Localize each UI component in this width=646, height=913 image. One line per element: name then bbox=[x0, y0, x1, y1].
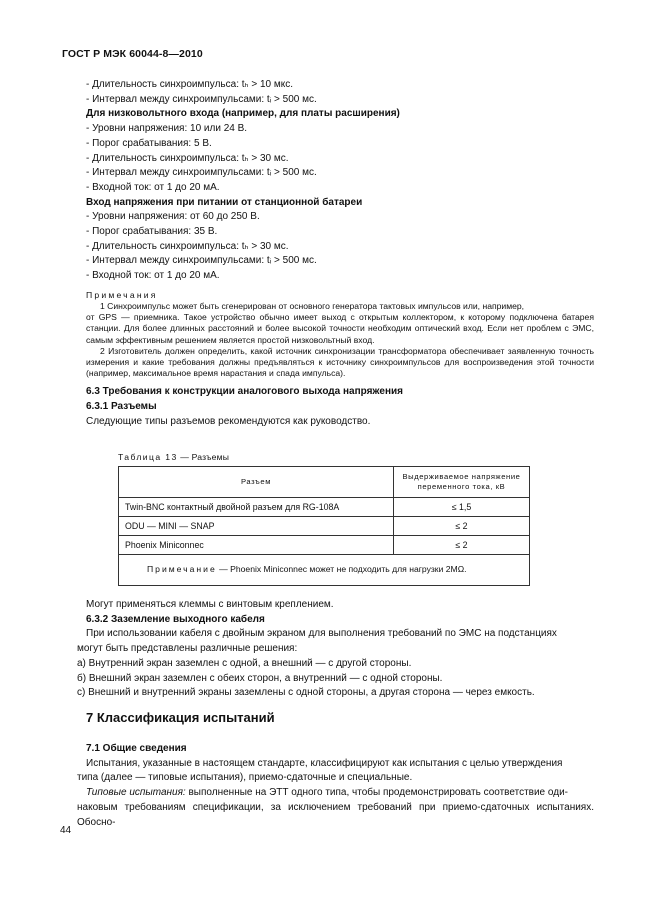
page-number: 44 bbox=[60, 825, 72, 836]
table-header-row bbox=[119, 467, 530, 498]
section-6-3-2 bbox=[77, 598, 594, 701]
table-note-label: Примечание bbox=[147, 564, 217, 574]
table-row bbox=[119, 536, 530, 555]
cell-connector: ODU — MINI — SNAP bbox=[119, 517, 394, 536]
section-6-3-2-heading: 6.3.2 Заземление выходного кабеля bbox=[86, 613, 265, 625]
paragraph: наковым требованиям спецификации, за исключением требований при приемо-сдаточных испытаниях. Обосно- bbox=[77, 801, 594, 828]
battery-heading: Вход напряжения при питании от станционной батареи bbox=[86, 196, 363, 208]
paragraph: могут быть представлены различные решения: bbox=[77, 643, 298, 655]
list-item: - Длительность синхроимпульса: tₕ > 30 мс. bbox=[86, 152, 289, 164]
list-item-a: а) Внутренний экран заземлен с одной, а внешний — с другой стороны. bbox=[77, 657, 412, 669]
cell-voltage: ≤ 2 bbox=[394, 536, 530, 555]
table-note-text: — Phoenix Miniconnec может не подходить для нагрузки 2МΩ. bbox=[216, 564, 467, 574]
list-item: - Уровни напряжения: от 60 до 250 В. bbox=[86, 211, 260, 223]
paragraph: При использовании кабеля с двойным экраном для выполнения требований по ЭМС на подстанциях bbox=[86, 628, 557, 640]
notes-title: Примечания bbox=[86, 289, 158, 300]
document-header: ГОСТ Р МЭК 60044-8—2010 bbox=[62, 48, 203, 60]
note-1-first-line: 1 Синхроимпульс может быть сгенерирован от основного генератора тактовых импульсов или, например, bbox=[100, 301, 525, 312]
paragraph: Могут применяться клеммы с винтовым креплением. bbox=[86, 599, 334, 610]
table-caption-number: Таблица 13 bbox=[118, 452, 178, 462]
list-item: - Длительность синхроимпульса: tₕ > 10 мкс. bbox=[86, 79, 294, 90]
cell-voltage: ≤ 2 bbox=[394, 517, 530, 536]
list-item: - Порог срабатывания: 35 В. bbox=[86, 226, 218, 238]
table-caption bbox=[118, 452, 229, 462]
cell-connector: Twin-BNC контактный двойной разъем для RG-108A bbox=[119, 498, 394, 517]
main-text bbox=[86, 78, 594, 430]
paragraph: Испытания, указанные в настоящем стандарте, классифицируют как испытания с целью утверждения bbox=[86, 757, 563, 769]
notes-block bbox=[86, 290, 594, 380]
note-1-text: от GPS — приемника. Такое устройство обычно имеет выход с открытым коллектором, к которому подключена батарея станции. Для более длинных расстояний и более высокой точности необходим оптический вход. Если нет проблем с ЭМС, самым эффективным решением является простой низковольтный вход. bbox=[86, 312, 594, 345]
cell-connector: Phoenix Miniconnec bbox=[119, 536, 394, 555]
lowvolt-heading: Для низковольтного входа (например, для платы расширения) bbox=[86, 108, 400, 120]
column-header-connector: Разъем bbox=[119, 467, 394, 498]
list-item: - Уровни напряжения: 10 или 24 В. bbox=[86, 123, 248, 135]
list-item: - Порог срабатывания: 5 В. bbox=[86, 137, 212, 149]
table-note bbox=[119, 555, 530, 586]
connectors-table bbox=[118, 466, 530, 586]
list-item: - Интервал между синхроимпульсами: tᵢ > 500 мс. bbox=[86, 255, 317, 267]
column-header-voltage-line2: переменного тока, кВ bbox=[417, 482, 506, 491]
list-item-c: с) Внешний и внутренний экраны заземлены с одной стороны, а другая сторона — через емкость. bbox=[77, 687, 535, 699]
section-7-1-heading: 7.1 Общие сведения bbox=[86, 743, 187, 754]
note-2-text: 2 Изготовитель должен определить, какой источник синхронизации трансформатора обеспечивает заявленную точность измерения и какие требования должны предъявляться к источнику синхроимпульсов для воспроизведения этой точности (например, максимальное время нарастания и спада импульса). bbox=[86, 345, 594, 379]
list-item-b: б) Внешний экран заземлен с обеих сторон, а внутренний — с одной стороны. bbox=[77, 672, 443, 684]
table-row bbox=[119, 517, 530, 536]
list-item: - Длительность синхроимпульса: tₕ > 30 мс. bbox=[86, 240, 289, 252]
list-item: - Интервал между синхроимпульсами: tᵢ > 500 мс. bbox=[86, 167, 317, 179]
italic-term: Типовые испытания: bbox=[86, 787, 186, 799]
paragraph-text: выполненные на ЭТТ одного типа, чтобы продемонстрировать соответствие оди- bbox=[185, 787, 568, 799]
column-header-voltage-line1: Выдерживаемое напряжение bbox=[402, 472, 521, 481]
cell-voltage: ≤ 1,5 bbox=[394, 498, 530, 517]
paragraph: типа (далее — типовые испытания), приемо-сдаточные и специальные. bbox=[77, 772, 413, 784]
table-note-row bbox=[119, 555, 530, 586]
column-header-voltage bbox=[394, 467, 530, 498]
list-item: - Входной ток: от 1 до 20 мА. bbox=[86, 181, 220, 193]
section-6-3-1-text: Следующие типы разъемов рекомендуются как руководство. bbox=[86, 415, 371, 427]
list-item: - Входной ток: от 1 до 20 мА. bbox=[86, 270, 220, 282]
section-6-3-heading: 6.3 Требования к конструкции аналогового выхода напряжения bbox=[86, 386, 403, 398]
table-caption-title: — Разъемы bbox=[177, 452, 230, 462]
paragraph bbox=[86, 786, 594, 801]
table-row bbox=[119, 498, 530, 517]
section-6-3-1-heading: 6.3.1 Разъемы bbox=[86, 401, 157, 413]
list-item: - Интервал между синхроимпульсами: tᵢ > 500 мс. bbox=[86, 93, 317, 105]
section-7-heading: 7 Классификация испытаний bbox=[86, 710, 275, 725]
section-7-1 bbox=[77, 742, 594, 830]
